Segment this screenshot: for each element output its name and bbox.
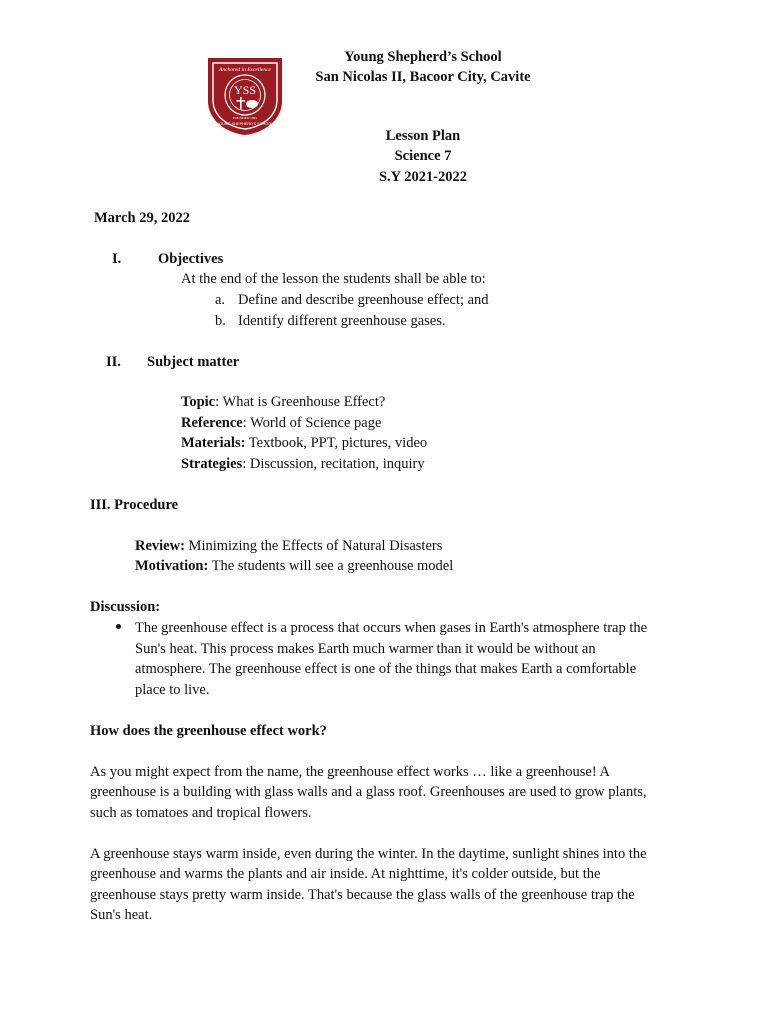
discussion-line: Sun's heat. This process makes Earth much warmer than it would be without an [135,641,596,657]
topic-sep: : [215,394,223,410]
lesson-date: March 29, 2022 [94,210,190,226]
school-name: Young Shepherd’s School [344,49,502,65]
reference-label: Reference [181,415,243,431]
objective-item: Define and describe greenhouse effect; and [238,292,489,308]
strategies-field [181,454,425,475]
review-label: Review: [135,538,185,554]
objectives-intro: At the end of the lesson the students shall be able to: [181,271,486,287]
topic-field [181,392,385,413]
materials-value: Textbook, PPT, pictures, video [248,435,428,451]
how-it-works-heading: How does the greenhouse effect work? [90,723,327,739]
paragraph-line: As you might expect from the name, the greenhouse effect works … like a greenhouse! A [90,764,610,780]
reference-sep: : [242,415,251,431]
svg-text:YSS: YSS [233,83,257,97]
subject-matter-heading: Subject matter [147,354,240,370]
objectives-numeral: I. [112,251,122,267]
objectives-heading: Objectives [158,251,224,267]
paragraph-line: A greenhouse stays warm inside, even during the winter. In the daytime, sunlight shines into the [90,846,647,862]
strategies-label: Strategies [181,456,243,472]
discussion-line: place to live. [135,682,210,698]
school-year: S.Y 2021-2022 [378,169,468,185]
reference-value: World of Science page [250,415,382,431]
discussion-heading: Discussion: [90,599,161,615]
paragraph-line: greenhouse is a building with glass walls and a glass roof. Greenhouses are used to grow plants, [90,784,647,800]
procedure-heading: III. Procedure [90,497,179,513]
svg-text:FOUNDED 1995: FOUNDED 1995 [233,116,257,120]
paragraph-line: Sun's heat. [90,907,153,923]
motivation-label: Motivation: [135,558,209,574]
reference-field [181,413,381,434]
subject-matter-numeral: II. [106,354,121,370]
discussion-line: atmosphere. The greenhouse effect is one of the things that makes Earth a comfortable [135,661,637,677]
paragraph-line: greenhouse stays pretty warm inside. That's because the glass walls of the greenhouse trap the [90,887,635,903]
objective-marker: a. [215,292,226,308]
doc-subject: Science 7 [394,148,452,164]
paragraph-line: greenhouse and warms the plants and air inside. At nighttime, it's colder outside, but the [90,866,601,882]
topic-value: What is Greenhouse Effect? [222,394,386,410]
svg-text:YOUNG SHEPHERD'S SCHOOL: YOUNG SHEPHERD'S SCHOOL [216,122,274,126]
motivation-field [135,556,453,577]
review-field [135,536,442,557]
svg-text:Anchored in Excellence: Anchored in Excellence [218,67,272,73]
motivation-value: The students will see a greenhouse model [208,558,454,574]
review-value: Minimizing the Effects of Natural Disasters [184,538,443,554]
materials-field [181,433,427,454]
strategies-value: Discussion, recitation, inquiry [249,456,425,472]
materials-label: Materials: [181,435,246,451]
bullet-dot [116,624,121,629]
discussion-line: The greenhouse effect is a process that occurs when gases in Earth's atmosphere trap the [135,620,648,636]
objective-marker: b. [215,313,226,329]
topic-label: Topic [181,394,216,410]
paragraph-line: such as tomatoes and tropical flowers. [90,805,312,821]
strategies-sep: : [242,456,250,472]
objective-item: Identify different greenhouse gases. [238,313,446,329]
school-address: San Nicolas II, Bacoor City, Cavite [315,69,531,85]
doc-title: Lesson Plan [385,128,461,144]
